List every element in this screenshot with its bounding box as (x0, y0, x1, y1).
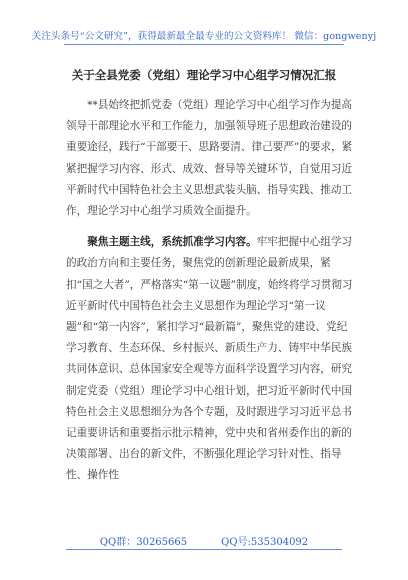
footer-contact (0, 533, 408, 548)
paragraph-section-1 (66, 232, 356, 486)
header-banner: 关注头条号“公文研究”，获得最新最全最专业的公文资料库！ 微信：gongwenyj (31, 31, 377, 42)
section-body: 牢牢把握中心组学习的政治方向和主要任务，聚焦党的创新理论最新成果，紧扣“国之大者”，严格落实“第一议题”制度，始终将学习贯彻习近平新时代中国特色社会主义思想作为理论学习“第一议题”和“第一内容”，紧扣学习“最新篇”，聚焦党的建设、党纪学习教育、生态环保、乡村振兴、新质生产力、铸牢中华民族共同体意识、总体国家安全观等方面科学设置学习内容，研究制定党委（党组）理论学习中心组计划，把习近平新时代中国特色社会主义思想细分为各个专题，及时跟进学习习近平总书记重要讲话和重要指示批示精神，党中央和省州委作出的新的决策部署、出台的新文件，不断强化理论学习针对性、指导性、操作性 (66, 236, 353, 482)
document-body (66, 95, 356, 487)
section-heading: 聚焦主题主线，系统抓准学习内容。 (87, 236, 257, 249)
footer-divider (66, 549, 342, 550)
document-title: 关于全县党委（党组）理论学习中心组学习情况汇报 (71, 68, 337, 82)
footer-qq: QQ号:535304092 (221, 537, 309, 548)
header-divider (64, 44, 344, 45)
footer-qq-group: QQ群：30265665 (99, 537, 188, 548)
paragraph-intro: **县始终把抓党委（党组）理论学习中心组学习作为提高领导干部理论水平和工作能力，加强领导班子思想政治建设的重要途径，践行“干部要干、思路要清、律己要严”的要求，紧紧把握学习内容、形式、成效、督导等关键环节，自觉用习近平新时代中国特色社会主义思想武装头脑、指导实践、推动工作，理论学习中心组学习质效全面提升。 (66, 99, 353, 218)
